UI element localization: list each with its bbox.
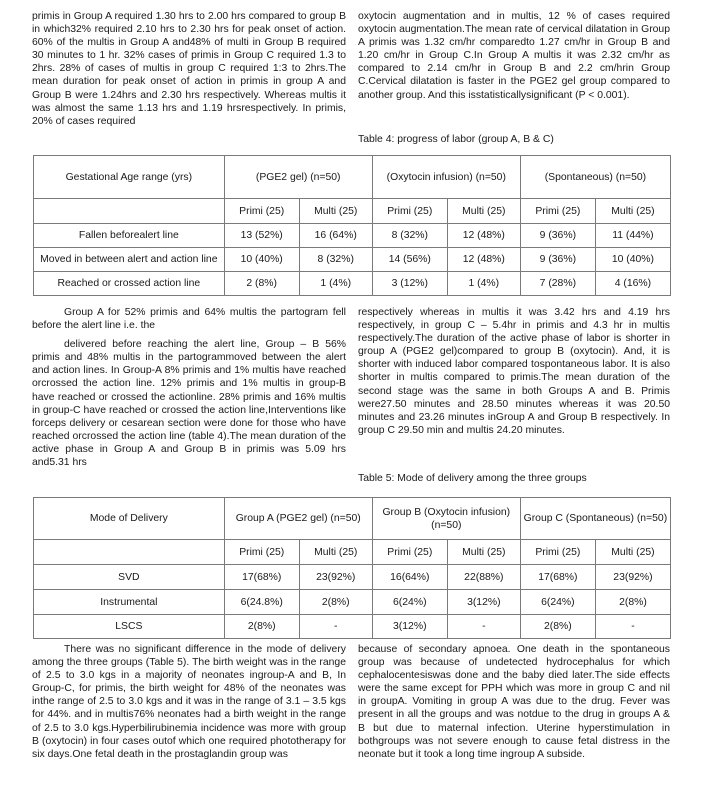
table4-caption: Table 4: progress of labor (group A, B & C) [358, 134, 554, 145]
table-cell: 1 (4%) [299, 272, 372, 296]
table-cell: 2 (8%) [224, 272, 299, 296]
subheader-cell: Primi (25) [224, 540, 299, 565]
subheader-cell: Primi (25) [372, 540, 447, 565]
body-text: There was no significant difference in the mode of delivery among the three groups (Table 5). The birth weight was in the range of 2.5 to 3.0 kgs in a majority of neonates ingroup-A and B, In Group-C, for primis, the birth weight for 48% of the neonates was inthe range of 2.5 to 3.0 kgs and it was in the range of 3.1 – 3.5 kgs for 44%. and in multis76% neonates had a birth weight in the range of 2.5 to 3.0 kgs.Hyperbilirubinemia incidence was more with group B (oxytocin) in four cases outof which one required phototherapy for six days.One fetal death in the prostaglandin group was [32, 644, 346, 760]
column-header: Group C (Spontaneous) (n=50) [520, 498, 670, 540]
row-label: LSCS [34, 615, 225, 639]
table-cell: 13 (52%) [224, 224, 299, 248]
table-cell: - [447, 615, 520, 639]
table-cell: 2(8%) [299, 590, 372, 615]
table-cell: 3(12%) [447, 590, 520, 615]
table-cell: 12 (48%) [447, 224, 520, 248]
table-cell: 4 (16%) [595, 272, 670, 296]
table-cell: - [299, 615, 372, 639]
table-cell: 16 (64%) [299, 224, 372, 248]
table-cell: 1 (4%) [447, 272, 520, 296]
table-cell: 3(12%) [372, 615, 447, 639]
column-header: (PGE2 gel) (n=50) [224, 156, 372, 199]
table-cell: 9 (36%) [520, 248, 595, 272]
table-cell: 7 (28%) [520, 272, 595, 296]
subheader-cell: Multi (25) [299, 540, 372, 565]
body-text: oxytocin augmentation and in multis, 12 % of cases required oxytocin augmentation.The mean rate of cervical dilatation in Group A primis was 1.32 cm/hr comparedto 1.27 cm/hr in Group B and 1.20 cm/hr in Group C.In Group A multis it was 2.32 cm/hr as compared to 2.14 cm/hr in Group B and 2.2 cm/hrin Group C.Cervical dilatation is faster in the PGE2 gel group compared to another group. And this isstatisticallysignificant (P < 0.001). [358, 11, 670, 101]
table-cell: 8 (32%) [299, 248, 372, 272]
table-cell: 3 (12%) [372, 272, 447, 296]
middle-left-column [32, 306, 346, 469]
table-row [34, 248, 671, 272]
body-text: primis in Group A required 1.30 hrs to 2.00 hrs compared to group B in which32% required 2.10 hrs to 2.30 hrs for peak onset of action. 60% of the multis in Group A and48% of multi in Group B required 30 minutes to 1 hr. 32% cases of primis in Group C required 1.3 to 2hrs. 28% of cases of multis in group C required 1:3 to 2hrs.The mean duration for peak onset of action in primis in group A and Group B were 1.24hrs and 2.30 hrs respectively. Whereas multis it was almost the same 1.13 hrs and 1.19 hrsrespectively. In primis, 20% of cases required [32, 11, 346, 127]
subheader-cell: Multi (25) [595, 540, 670, 565]
table-progress-of-labor [33, 155, 671, 296]
table-cell: 12 (48%) [447, 248, 520, 272]
column-header: Group A (PGE2 gel) (n=50) [224, 498, 372, 540]
body-text: Group A for 52% primis and 64% multis the partogram fell before the alert line i.e. the [32, 307, 346, 332]
column-header: (Oxytocin infusion) (n=50) [372, 156, 520, 199]
row-label: Instrumental [34, 590, 225, 615]
table-header-row [34, 156, 671, 199]
table-cell: 16(64%) [372, 565, 447, 590]
table-cell: 14 (56%) [372, 248, 447, 272]
table-mode-of-delivery [33, 497, 671, 639]
table-cell: 17(68%) [520, 565, 595, 590]
body-text: because of secondary apnoea. One death in the spontaneous group was because of undetected hydrocephalus for which cephalocentesiswas done and the baby died later.The side effects were the same except for PPH which was more in group C and nil in groupA. Vomiting in group A was due to the drug. Fever was present in all the groups and was notdue to the drug in groups A & B but due to maternal infection. Uterine hyperstimulation in bothgroups was not severe enough to cause fetal distress in the neonate but it took a long time ingroup A subside. [358, 644, 670, 760]
top-right-column [358, 10, 670, 102]
table-cell: 6(24%) [520, 590, 595, 615]
table-row [34, 224, 671, 248]
subheader-cell: Primi (25) [520, 540, 595, 565]
bottom-right-column [358, 643, 670, 761]
middle-right-column [358, 306, 670, 437]
body-text: respectively whereas in multis it was 3.42 hrs and 4.19 hrs respectively, in group C – 5.4hr in primis and 4.3 hr in multis respectively.The duration of the active phase of labor is shorter in group A (PGE2 gel)compared to group B (oxytocin). And, it is shorter with induced labor compared tospontaneous labor. It is also shorter in multis compared to primis.The mean duration of the second stage was the same in both Groups A and B. Primis were27.50 minutes and 28.50 minutes whereas it was 20.50 minutes and 23.26 minutes inGroup A and Group B respectively. In group C 29.50 min and multis 24.20 minutes. [358, 307, 670, 436]
column-header: Group B (Oxytocin infusion) (n=50) [372, 498, 520, 540]
table-cell: - [595, 615, 670, 639]
table-cell-empty [34, 199, 225, 224]
top-left-column [32, 10, 346, 128]
table-cell: 10 (40%) [595, 248, 670, 272]
table-row [34, 565, 671, 590]
subheader-cell: Primi (25) [372, 199, 447, 224]
table-header-row [34, 498, 671, 540]
table-cell: 10 (40%) [224, 248, 299, 272]
table-cell: 6(24%) [372, 590, 447, 615]
table-cell: 11 (44%) [595, 224, 670, 248]
subheader-cell: Primi (25) [520, 199, 595, 224]
table5-caption: Table 5: Mode of delivery among the three groups [358, 473, 587, 484]
subheader-cell: Primi (25) [224, 199, 299, 224]
table-row [34, 590, 671, 615]
column-header: Gestational Age range (yrs) [34, 156, 225, 199]
table-row [34, 615, 671, 639]
table-cell: 2(8%) [224, 615, 299, 639]
column-header: Mode of Delivery [34, 498, 225, 540]
table-cell: 8 (32%) [372, 224, 447, 248]
row-label: SVD [34, 565, 225, 590]
subheader-cell: Multi (25) [447, 199, 520, 224]
table-cell: 9 (36%) [520, 224, 595, 248]
table-cell: 2(8%) [595, 590, 670, 615]
subheader-cell: Multi (25) [447, 540, 520, 565]
row-label: Fallen beforealert line [34, 224, 225, 248]
table-cell: 6(24.8%) [224, 590, 299, 615]
table-cell-empty [34, 540, 225, 565]
row-label: Reached or crossed action line [34, 272, 225, 296]
table-subheader-row [34, 199, 671, 224]
table-cell: 23(92%) [299, 565, 372, 590]
subheader-cell: Multi (25) [299, 199, 372, 224]
bottom-left-column [32, 643, 346, 761]
column-header: (Spontaneous) (n=50) [520, 156, 670, 199]
body-text: delivered before reaching the alert line, Group – B 56% primis and 48% multis in the partogrammoved between the alert and action lines. In Group-A 8% primis and 1% multis have reached orcrossed the action line. 12% primis and 1% multis in group-B have reached or crossed the actionline. 28% primis and 16% multis in group-C have reached or crossed the action line,Interventions like forceps delivery or cesarean section were done for those who have reached orcrossed the action line (table 4).The mean duration of the active phase in Group A and Group B in primis was 5.09 hrs and5.31 hrs [32, 339, 346, 469]
table-cell: 23(92%) [595, 565, 670, 590]
table-row [34, 272, 671, 296]
table-cell: 17(68%) [224, 565, 299, 590]
table-subheader-row [34, 540, 671, 565]
subheader-cell: Multi (25) [595, 199, 670, 224]
row-label: Moved in between alert and action line [34, 248, 225, 272]
table-cell: 2(8%) [520, 615, 595, 639]
table-cell: 22(88%) [447, 565, 520, 590]
